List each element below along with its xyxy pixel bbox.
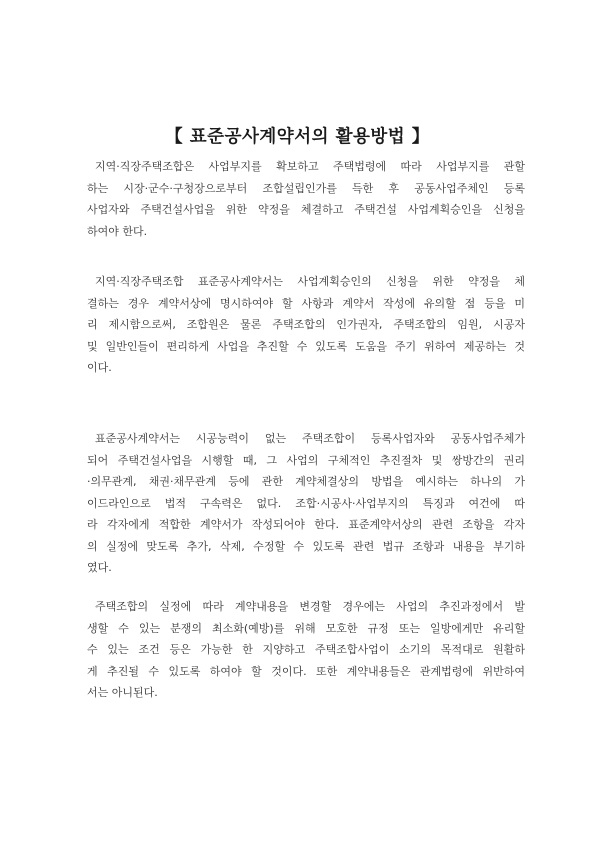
text-line: 의 실정에 맞도록 추가, 삭제, 수정할 수 있도록 관련 법규 조항과 내용을 부기하 [87,539,525,553]
text-line: 되어 주택건설사업을 시행할 때, 그 사업의 구체적인 추진절차 및 쌍방간의 권리 [87,453,525,467]
text-line: 이드라인으로 법적 구속력은 없다. 조합·시공사·사업부지의 특징과 여건에 따 [87,496,525,510]
document-title: 【 표준공사계약서의 활용방법 】 [165,127,430,147]
text-line: 였다. [87,561,112,574]
text-line: 하여야 한다. [87,224,148,238]
text-line: 결하는 경우 계약서상에 명시하여야 할 사항과 계약서 작성에 유의할 점 등을 미 [87,296,525,310]
text-line: 수 있는 조건 등은 가능한 한 지양하고 주택조합사업이 소기의 목적대로 원활하 [87,643,525,656]
paragraph-2 [87,271,525,379]
text-line: 이다. [87,361,112,374]
paragraph-4 [87,596,525,704]
text-line: 생할 수 있는 분쟁의 최소화(예방)를 위해 모호한 규정 또는 일방에게만 유리할 [87,621,525,635]
paragraph-1 [87,156,525,242]
paragraph-3 [87,428,525,579]
text-line: 사업자와 주택건설사업을 위한 약정을 체결하고 주택건설 사업계획승인을 신청을 [87,203,525,216]
text-line: 지역·직장주택조합은 사업부지를 확보하고 주택법령에 따라 사업부지를 관할 [95,160,525,173]
text-line: 서는 아니된다. [87,686,158,699]
text-line: 하는 시장·군수·구청장으로부터 조합설립인가를 득한 후 공동사업주체인 등록 [87,181,525,195]
text-line: 주택조합의 실정에 따라 계약내용을 변경할 경우에는 사업의 추진과정에서 발 [95,600,525,613]
text-line: ·의무관계, 채권·채무관계 등에 관한 계약체결상의 방법을 예시하는 하나의 가 [87,475,525,488]
text-line: 게 추진될 수 있도록 하여야 할 것이다. 또한 계약내용들은 관계법령에 위반하여 [87,664,525,678]
text-line: 리 제시함으로써, 조합원은 물론 주택조합의 인가권자, 주택조합의 임원, 시공자 [87,318,525,331]
text-line: 표준공사계약서는 시공능력이 없는 주택조합이 등록사업자와 공동사업주체가 [95,432,525,445]
text-line: 및 일반인들이 편리하게 사업을 추진할 수 있도록 도움을 주기 위하여 제공하는 것 [87,339,525,353]
text-line: 라 각자에게 적합한 계약서가 작성되어야 한다. 표준계약서상의 관련 조항을 각자 [87,518,525,531]
text-line: 지역·직장주택조합 표준공사계약서는 사업계획승인의 신청을 위한 약정을 체 [95,275,525,288]
